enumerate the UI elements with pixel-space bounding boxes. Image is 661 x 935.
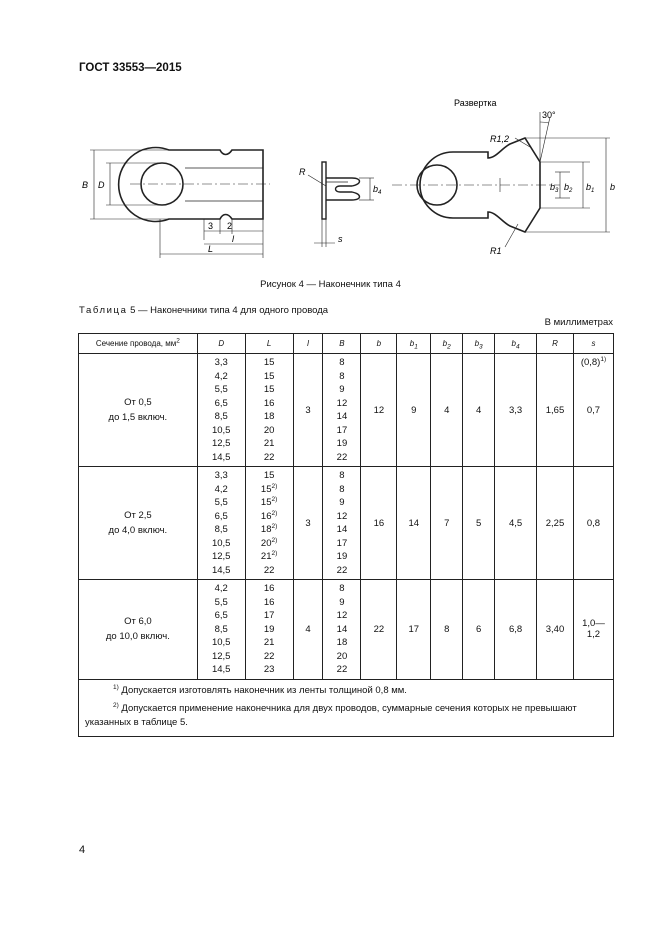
standard-header: ГОСТ 33553—2015 bbox=[79, 62, 182, 74]
left-view bbox=[90, 148, 270, 259]
svg-text:3: 3 bbox=[208, 221, 214, 231]
table-5 bbox=[78, 333, 614, 737]
svg-text:b4: $b_4$ bbox=[373, 184, 382, 196]
page-number: 4 bbox=[79, 844, 86, 856]
table-footnotes bbox=[79, 679, 614, 736]
svg-text:b3: $b_3$ bbox=[550, 182, 559, 194]
table-header-row: Сечение провода, $мм^2$ D L l B b $b_1$ $b_2$ $b_3$ $b_4$ R s bbox=[79, 334, 614, 354]
footnote-2: $^{2)}$ Допускается применение наконечника для двух проводов, суммарные сечения которых не превышают указанных в таблице 5. bbox=[85, 701, 577, 728]
svg-text:R1: R1 bbox=[490, 246, 502, 256]
svg-text:2: 2 bbox=[227, 221, 233, 231]
svg-text:b1: $b_1$ bbox=[586, 182, 595, 194]
svg-text:b: b bbox=[610, 182, 616, 192]
svg-text:R: R bbox=[299, 167, 306, 177]
svg-text:30°: 30° bbox=[542, 110, 556, 120]
table-title: Таблица 5 — Наконечники типа 4 для одного провода bbox=[79, 305, 329, 316]
footnote-1: $^{1)}$ Допускается изготовлять наконечник из ленты толщиной 0,8 мм. bbox=[113, 683, 407, 696]
table-row: От 2,5 до 4,0 включ. 3,3 4,2 5,5 6,5 8,5 10,5 12,5 14,5 15 15$^{2)}$ 15$^{2)}$ 16$^{2)}$ 18$^{2)}$ 20$^{2)}$ 21$^{2)}$ 22 3 8 8 9 12 14 17 19 22 16 14 7 5 4,5 2,25 0,8 bbox=[79, 467, 614, 580]
svg-text:B: B bbox=[82, 180, 89, 190]
svg-text:L: L bbox=[208, 244, 214, 254]
svg-text:l: l bbox=[232, 234, 234, 244]
svg-text:b2: $b_2$ bbox=[564, 182, 573, 194]
technical-drawing bbox=[70, 92, 630, 272]
svg-text:D: D bbox=[98, 180, 105, 190]
table-units: В миллиметрах bbox=[544, 317, 613, 328]
table-row: От 6,0 до 10,0 включ. 4,2 5,5 6,5 8,5 10,5 12,5 14,5 16 16 17 19 21 22 23 4 8 9 12 14 18 20 22 22 17 8 6 6,8 3,40 1,0— 1,2 bbox=[79, 580, 614, 680]
table-row: От 0,5 до 1,5 включ. 3,3 4,2 5,5 6,5 8,5 10,5 12,5 14,5 15 15 15 16 18 20 21 22 3 8 8 9 12 14 17 19 22 12 9 4 4 3,3 1,65 $(0,8)^{1)}$ 0,7 bbox=[79, 354, 614, 467]
svg-text:Развертка: Развертка bbox=[454, 98, 497, 108]
svg-text:R1,2: R1,2 bbox=[490, 134, 510, 144]
figure-caption: Рисунок 4 — Наконечник типа 4 bbox=[260, 279, 401, 290]
svg-text:s: s bbox=[338, 234, 343, 244]
development-view bbox=[392, 112, 610, 247]
